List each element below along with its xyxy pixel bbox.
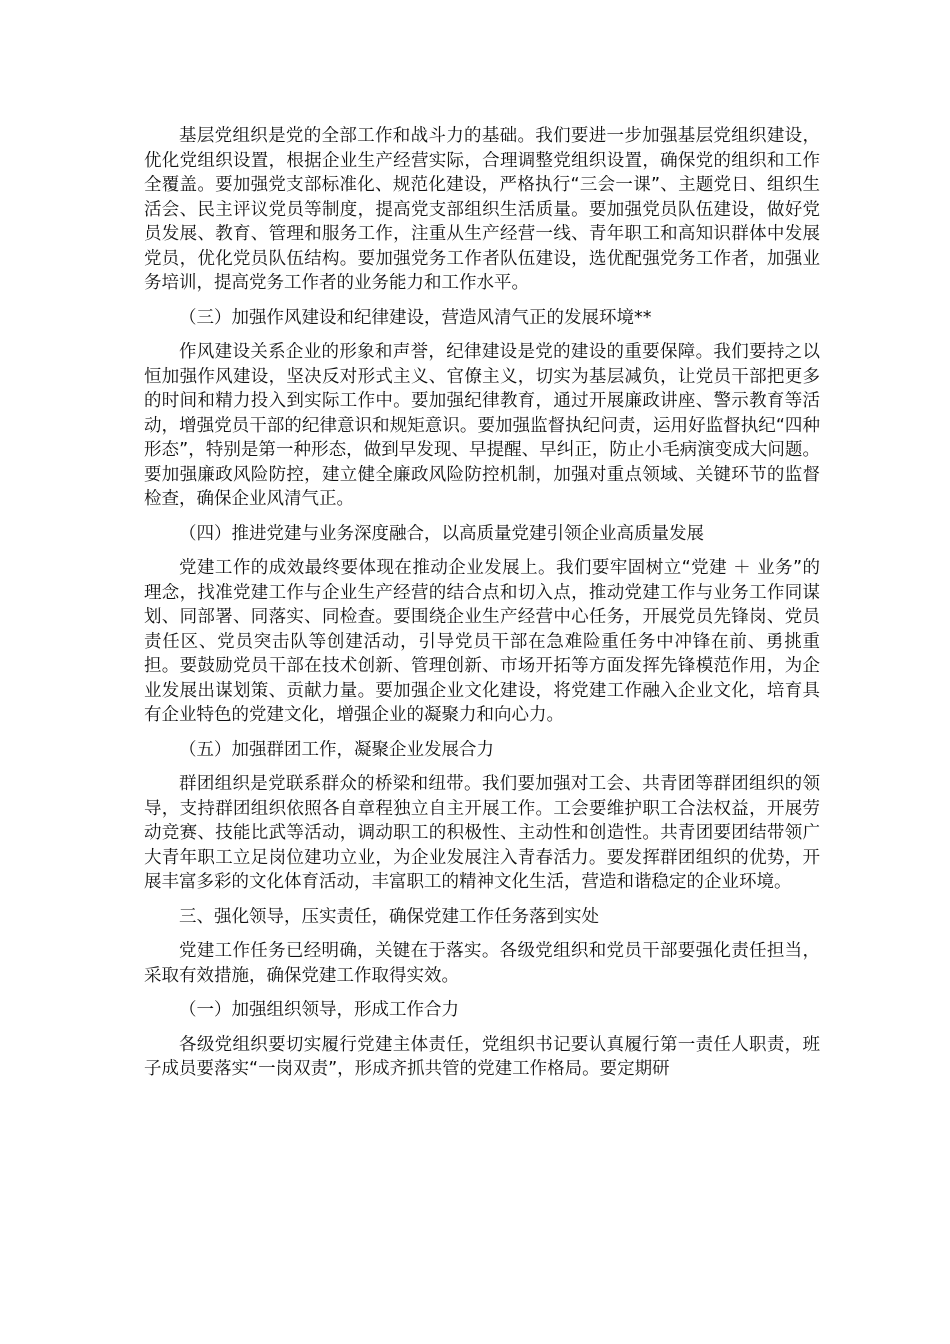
- section-heading: 三、强化领导，压实责任，确保党建工作任务落到实处: [179, 906, 599, 927]
- section-heading: （四）推进党建与业务深度融合，以高质量党建引领企业高质量发展: [179, 523, 704, 544]
- section-heading: （一）加强组织领导，形成工作合力: [179, 1000, 459, 1020]
- body-paragraph: 基层党组织是党的全部工作和战斗力的基础。我们要进一步加强基层党组织建设，优化党组织设置，根据企业生产经营实际，合理调整党组织设置，确保党的组织和工作全覆盖。要加强党支部标准化、规范化建设，严格执行“三会一课”、主题党日、组织生活会、民主评议党员等制度，提高党支部组织生活质量。要加强党员队伍建设，做好党员发展、教育、管理和服务工作，注重从生产经营一线、青年职工和高知识群体中发展党员，优化党员队伍结构。要加强党务工作者队伍建设，选优配强党务工作者，加强业务培训，提高党务工作者的业务能力和工作水平。: [144, 126, 820, 293]
- body-paragraph: 各级党组织要切实履行党建主体责任，党组织书记要认真履行第一责任人职责，班子成员要落实“一岗双责”，形成齐抓共管的党建工作格局。要定期研: [144, 1034, 820, 1079]
- body-paragraph: 党建工作的成效最终要体现在推动企业发展上。我们要牢固树立“党建 ＋ 业务”的理念，找准党建工作与企业生产经营的结合点和切入点，推动党建工作与业务工作同谋划、同部署、同落实、同检查。要围绕企业生产经营中心任务，开展党员先锋岗、党员责任区、党员突击队等创建活动，引导党员干部在急难险重任务中冲锋在前、勇挑重担。要鼓励党员干部在技术创新、管理创新、市场开拓等方面发挥先锋模范作用，为企业发展出谋划策、贡献力量。要加强企业文化建设，将党建工作融入企业文化，培育具有企业特色的党建文化，增强企业的凝聚力和向心力。: [144, 558, 820, 725]
- section-heading: （五）加强群团工作，凝聚企业发展合力: [179, 739, 494, 760]
- body-paragraph: 作风建设关系企业的形象和声誉，纪律建设是党的建设的重要保障。我们要持之以恒加强作风建设，坚决反对形式主义、官僚主义，切实为基层减负，让党员干部把更多的时间和精力投入到实际工作中。要加强纪律教育，通过开展廉政讲座、警示教育等活动，增强党员干部的纪律意识和规矩意识。要加强监督执纪问责，运用好监督执纪“四种形态”，特别是第一种形态，做到早发现、早提醒、早纠正，防止小毛病演变成大问题。要加强廉政风险防控，建立健全廉政风险防控机制，加强对重点领域、关键环节的监督检查，确保企业风清气正。: [144, 342, 820, 509]
- section-heading: （三）加强作风建设和纪律建设，营造风清气正的发展环境**: [179, 307, 652, 328]
- body-paragraph: 党建工作任务已经明确，关键在于落实。各级党组织和党员干部要强化责任担当，采取有效措施，确保党建工作取得实效。: [144, 941, 820, 986]
- body-paragraph: 群团组织是党联系群众的桥梁和纽带。我们要加强对工会、共青团等群团组织的领导，支持群团组织依照各自章程独立自主开展工作。工会要维护职工合法权益，开展劳动竞赛、技能比武等活动，调动职工的积极性、主动性和创造性。共青团要团结带领广大青年职工立足岗位建功立业，为企业发展注入青春活力。要发挥群团组织的优势，开展丰富多彩的文化体育活动，丰富职工的精神文化生活，营造和谐稳定的企业环境。: [144, 774, 820, 892]
- document-body: [144, 124, 820, 1092]
